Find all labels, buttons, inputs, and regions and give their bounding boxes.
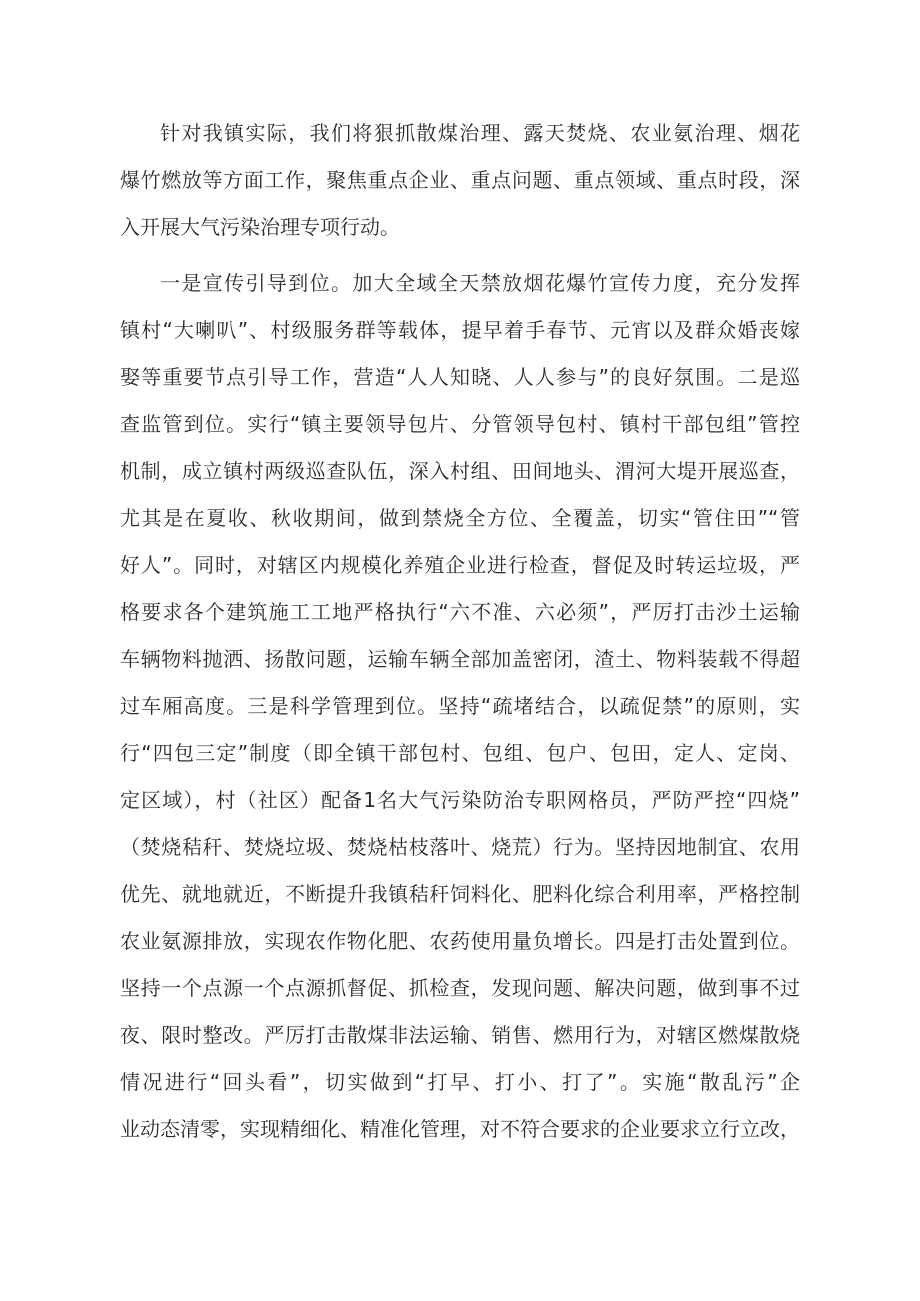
paragraph-2-line-19: 业动态清零，实现精细化、精准化管理，对不符合要求的企业要求立行立改， (120, 1117, 800, 1141)
paragraph-2-line-14: 优先、就地就近，不断提升我镇秸秆饲料化、肥料化综合利用率，严格控制 (120, 882, 800, 906)
paragraph-2-line-8: 格要求各个建筑施工工地严格执行“六不准、六必须”，严厉打击沙土运输 (120, 600, 800, 624)
paragraph-2-line-16: 坚持一个点源一个点源抓督促、抓检查，发现问题、解决问题，做到事不过 (120, 976, 800, 1000)
paragraph-2-line-13: （焚烧秸秆、焚烧垃圾、焚烧枯枝落叶、烧荒）行为。坚持因地制宜、农用 (120, 835, 800, 859)
paragraph-2-line-1: 一是宣传引导到位。加大全域全天禁放烟花爆竹宣传力度，充分发挥 (160, 271, 800, 295)
paragraph-2-line-6: 尤其是在夏收、秋收期间，做到禁烧全方位、全覆盖，切实“管住田”“管 (120, 506, 800, 530)
paragraph-2-line-2: 镇村“大喇叭”、村级服务群等载体，提早着手春节、元宵以及群众婚丧嫁 (120, 318, 800, 342)
paragraph-1-line-3: 入开展大气污染治理专项行动。 (120, 215, 400, 239)
paragraph-1-line-2: 爆竹燃放等方面工作，聚焦重点企业、重点问题、重点领域、重点时段，深 (120, 168, 800, 192)
paragraph-2-line-9: 车辆物料抛洒、扬散问题，运输车辆全部加盖密闭，渣土、物料装载不得超 (120, 647, 800, 671)
paragraph-2-line-15: 农业氨源排放，实现农作物化肥、农药使用量负增长。四是打击处置到位。 (120, 929, 800, 953)
paragraph-2-line-3: 娶等重要节点引导工作，营造“人人知晓、人人参与”的良好氛围。二是巡 (120, 365, 800, 389)
paragraph-2-line-11: 行“四包三定”制度（即全镇干部包村、包组、包户、包田，定人、定岗、 (120, 741, 800, 765)
paragraph-2-line-18: 情况进行“回头看”，切实做到“打早、打小、打了”。实施“散乱污”企 (120, 1070, 800, 1094)
paragraph-2-line-12: 定区域），村（社区）配备1名大气污染防治专职网格员，严防严控“四烧” (120, 788, 800, 812)
paragraph-2-line-7: 好人”。同时，对辖区内规模化养殖企业进行检查，督促及时转运垃圾，严 (120, 553, 800, 577)
paragraph-2-line-4: 查监管到位。实行“镇主要领导包片、分管领导包村、镇村干部包组”管控 (120, 412, 800, 436)
paragraph-1-line-1: 针对我镇实际，我们将狠抓散煤治理、露天焚烧、农业氨治理、烟花 (160, 121, 800, 145)
paragraph-2-line-5: 机制，成立镇村两级巡查队伍，深入村组、田间地头、渭河大堤开展巡查， (120, 459, 800, 483)
paragraph-2-line-10: 过车厢高度。三是科学管理到位。坚持“疏堵结合，以疏促禁”的原则，实 (120, 694, 800, 718)
paragraph-2-line-17: 夜、限时整改。严厉打击散煤非法运输、销售、燃用行为，对辖区燃煤散烧 (120, 1023, 800, 1047)
